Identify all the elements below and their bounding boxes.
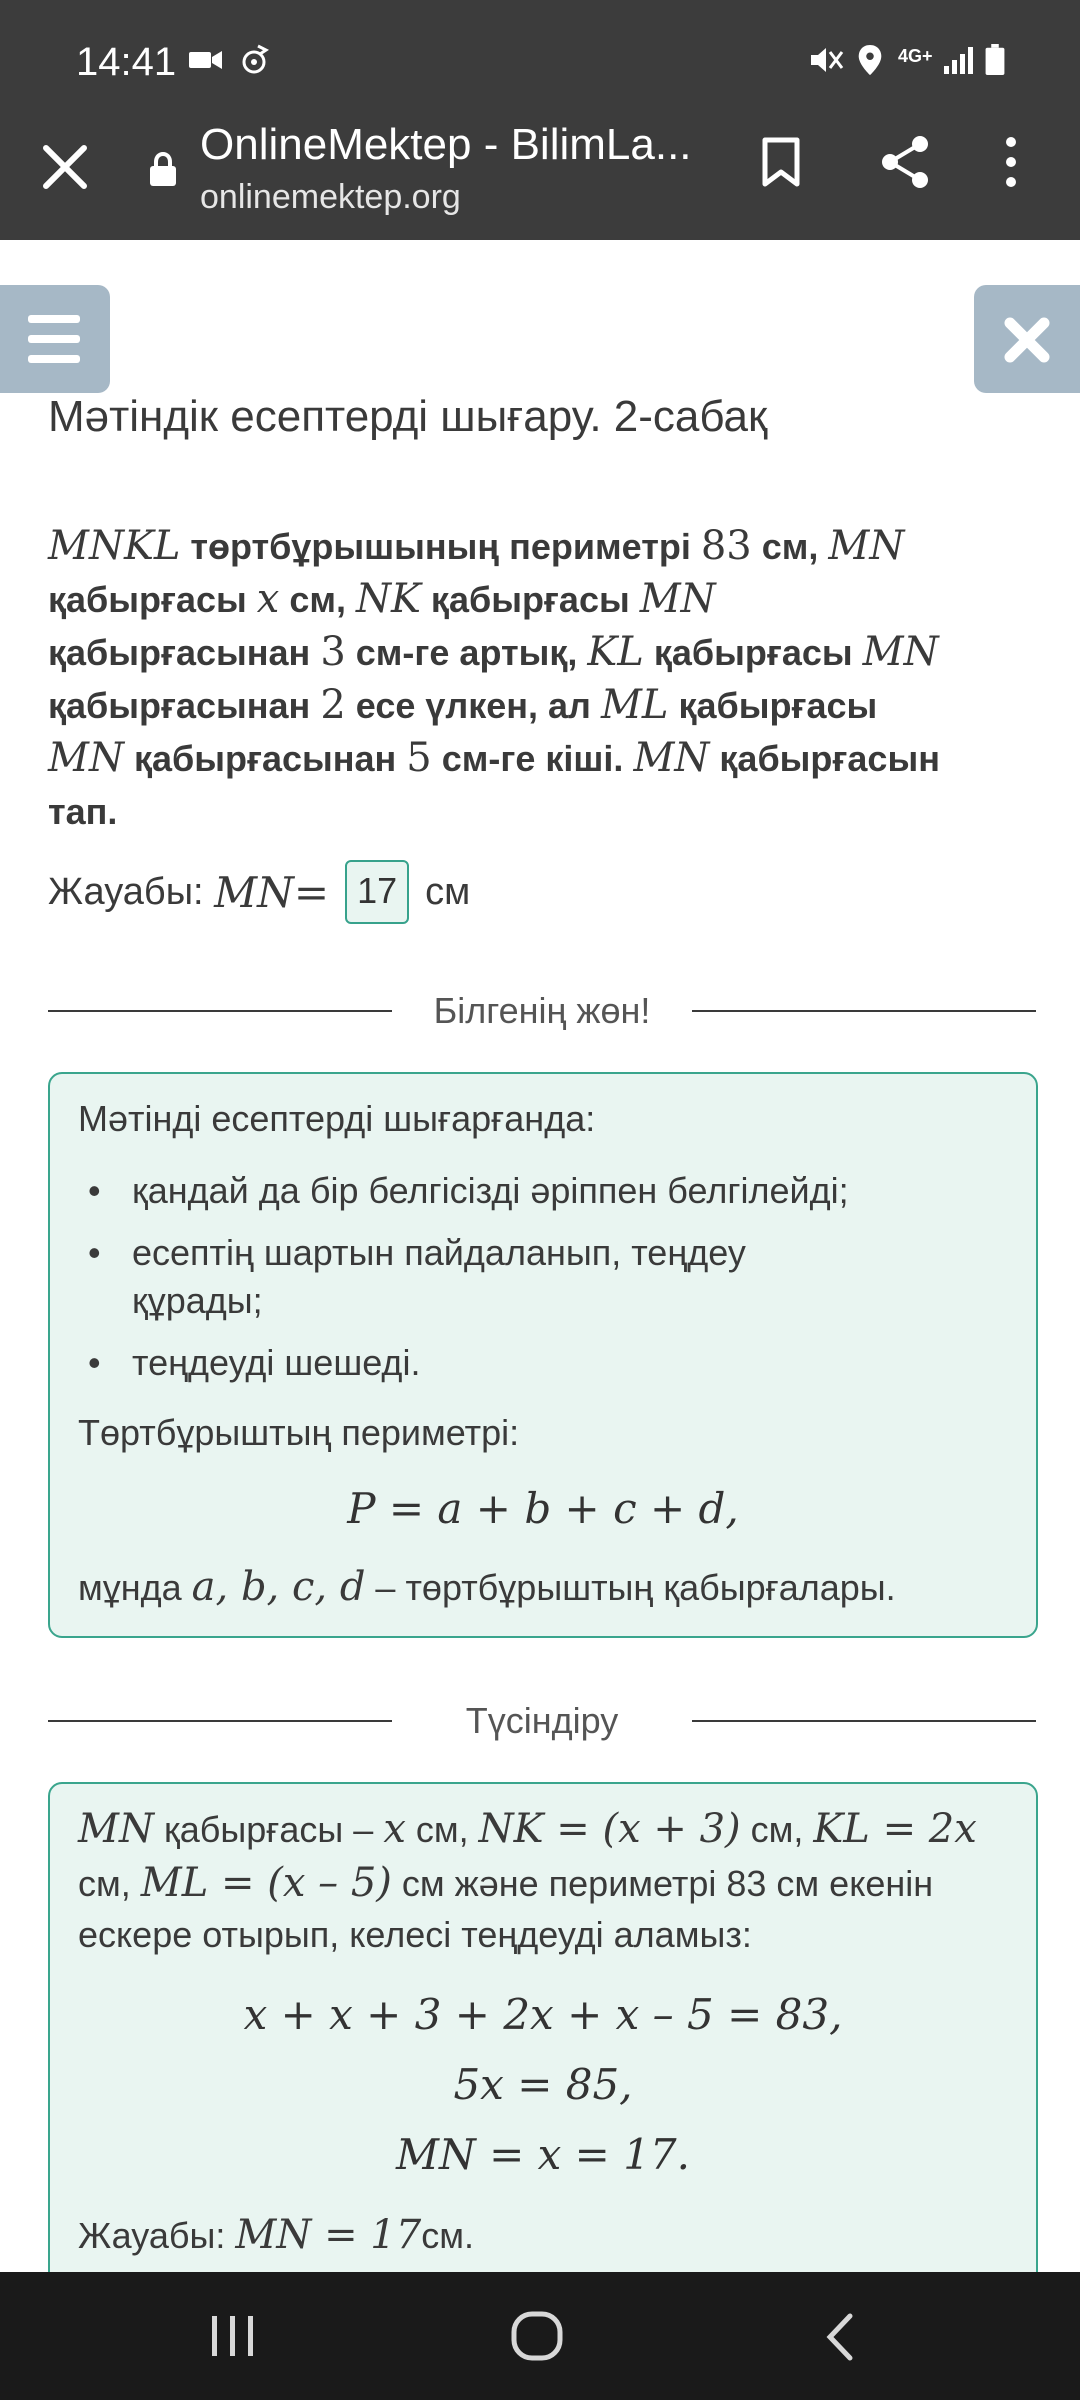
tip-bullet-continued: құрады;: [132, 1280, 263, 1321]
perimeter-label: Төртбұрыштың периметрі:: [78, 1412, 520, 1453]
explanation-line: см, ML = (x – 5) см және периметрі 83 см екенін: [78, 1860, 934, 1906]
perimeter-formula: P = a + b + c + d,: [347, 1484, 739, 1533]
answer-unit: см: [425, 870, 471, 913]
tip-bullet: • теңдеуді шешеді.: [132, 1338, 420, 1388]
tip-box: [48, 1072, 1038, 1638]
browser-top-bar: [0, 0, 1080, 240]
close-panel-button[interactable]: [974, 285, 1080, 393]
hamburger-icon: [28, 315, 80, 323]
close-icon: [974, 285, 1080, 393]
back-button[interactable]: [822, 2312, 856, 2362]
more-options-button[interactable]: [1004, 136, 1018, 188]
page-title: Мәтіндік есептерді шығару. 2-сабақ: [48, 392, 768, 441]
explanation-answer: Жауабы: MN = 17см.: [78, 2212, 474, 2258]
know-separator: [48, 990, 1036, 1030]
know-heading: Білгенің жөн!: [433, 990, 651, 1031]
answer-label: Жауабы:: [48, 870, 204, 913]
menu-button[interactable]: [0, 285, 110, 393]
home-button[interactable]: [510, 2310, 564, 2362]
video-camera-icon: [188, 44, 224, 76]
answer-row: Жауабы: MN = 17 см: [48, 860, 470, 924]
sync-icon: [238, 44, 270, 76]
equation-1: x + x + 3 + 2x + x – 5 = 83,: [243, 1990, 843, 2039]
signal-icon: [942, 44, 976, 76]
site-title[interactable]: OnlineMektep - BilimLa...: [200, 120, 692, 169]
explanation-separator: [48, 1700, 1036, 1740]
share-button[interactable]: [878, 134, 932, 190]
tip-bullet: • есептің шартын пайдаланып, теңдеу: [132, 1228, 746, 1278]
explanation-line: MN қабырғасы – x см, NK = (x + 3) см, KL = 2x: [78, 1806, 977, 1852]
mute-icon: [808, 44, 844, 76]
problem-text: MNKL төртбұрышының периметрі 83 см, MN қабырғасы x см, NK қабырғасы MN қабырғасынан 3 см-ге артық, KL қабырғасы MN қабырғасынан 2 есе үлкен, ал ML қабырғасы MN қабырғасынан 5 см-ге кіші. MN қабырғасын тап.: [48, 523, 940, 832]
equation-3: MN = x = 17.: [395, 2130, 691, 2179]
explanation-line: ескере отырып, келесі теңдеуді аламыз:: [78, 1914, 752, 1955]
battery-icon: [984, 44, 1006, 76]
answer-input[interactable]: 17: [345, 860, 409, 924]
close-tab-button[interactable]: [38, 140, 92, 194]
answer-variable: MN: [214, 867, 294, 917]
tip-bullet: • қандай да бір белгісізді әріппен белгілейді;: [132, 1166, 849, 1216]
system-navigation-bar: [0, 2272, 1080, 2400]
explanation-heading: Түсіндіру: [465, 1700, 619, 1741]
formula-note: мұнда a, b, c, d – төртбұрыштың қабырғалары.: [78, 1564, 896, 1610]
tip-intro: Мәтінді есептерді шығарғанда:: [78, 1098, 596, 1139]
location-icon: [856, 44, 884, 76]
equation-2: 5x = 85,: [453, 2060, 633, 2109]
bookmark-button[interactable]: [760, 136, 802, 188]
recent-apps-button[interactable]: [208, 2314, 258, 2358]
explanation-box: [48, 1782, 1038, 2286]
site-url[interactable]: onlinemektep.org: [200, 178, 461, 216]
network-type-label: 4G+: [898, 46, 933, 66]
lock-icon: [148, 152, 178, 188]
status-time: 14:41: [76, 40, 177, 84]
